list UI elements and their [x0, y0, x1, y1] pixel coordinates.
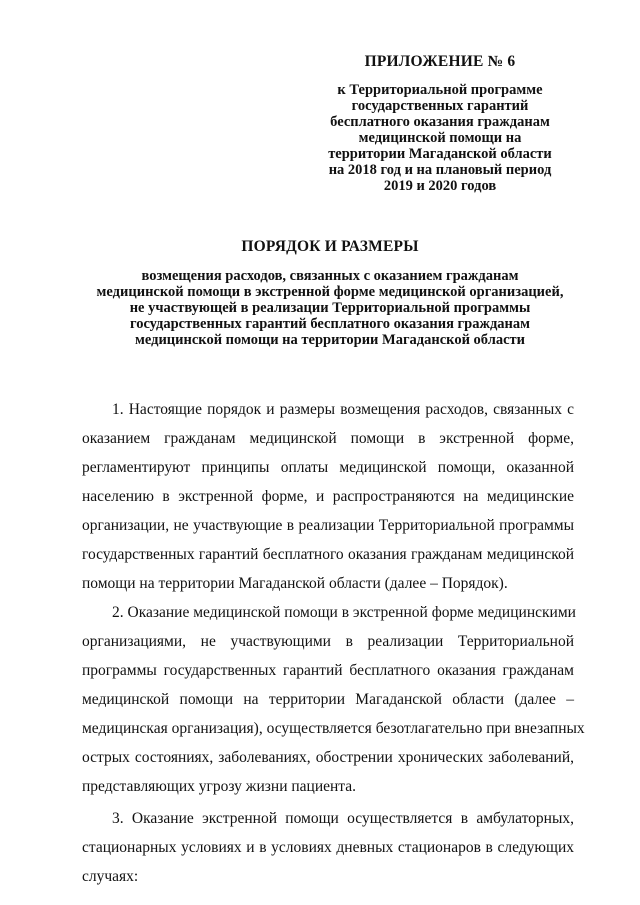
heading-subtitle-line: медицинской помощи на территории Магаданской области: [134, 332, 525, 348]
paragraph-line: 2. Оказание медицинской помощи в экстренной форме медицинскими: [112, 604, 576, 621]
paragraph-line: оказанием гражданам медицинской помощи в экстренной форме,: [82, 430, 574, 447]
heading-subtitle-line: возмещения расходов, связанных с оказанием гражданам: [141, 268, 519, 284]
paragraph-line: государственных гарантий бесплатного оказания гражданам медицинской: [82, 546, 574, 563]
paragraph-line: регламентируют принципы оплаты медицинской помощи, оказанной: [82, 459, 574, 476]
appendix-line: государственных гарантий: [351, 98, 529, 114]
appendix-block: [320, 54, 560, 194]
appendix-title: ПРИЛОЖЕНИЕ № 6: [364, 53, 516, 70]
paragraph-line: населению в экстренной форме, и распространяются на медицинские: [82, 488, 574, 505]
paragraph-line: 3. Оказание экстренной помощи осуществляется в амбулаторных,: [112, 810, 574, 827]
appendix-line: медицинской помощи на: [358, 130, 522, 146]
heading-subtitle-line: государственных гарантий бесплатного оказания гражданам: [129, 316, 531, 332]
paragraph-line: острых состояниях, заболеваниях, обострении хронических заболеваний,: [82, 749, 574, 766]
appendix-line: бесплатного оказания гражданам: [330, 114, 550, 130]
paragraph-line: медицинской помощи на территории Магаданской области (далее –: [82, 691, 574, 708]
paragraph-line: медицинская организация), осуществляется безотлагательно при внезапных: [82, 720, 585, 737]
appendix-line: 2019 и 2020 годов: [383, 178, 497, 194]
paragraph-line: представляющих угрозу жизни пациента.: [82, 778, 357, 795]
paragraph-line: 1. Настоящие порядок и размеры возмещения расходов, связанных с: [112, 401, 574, 418]
paragraph-3: [82, 804, 574, 891]
paragraph-line: программы государственных гарантий бесплатного оказания гражданам: [82, 662, 574, 679]
document-body: [82, 395, 585, 891]
paragraph-line: случаях:: [82, 868, 139, 885]
appendix-line: территории Магаданской области: [328, 146, 552, 162]
paragraph-2: [82, 598, 585, 801]
paragraph-line: организации, не участвующие в реализации Территориальной программы: [82, 517, 574, 534]
appendix-line: на 2018 год и на плановый период: [328, 162, 552, 178]
paragraph-line: организациями, не участвующими в реализации Территориальной: [82, 633, 574, 650]
paragraph-1: [82, 395, 574, 598]
document-heading: [70, 238, 590, 348]
paragraph-line: помощи на территории Магаданской области (далее – Порядок).: [82, 575, 508, 592]
heading-subtitle-line: медицинской помощи в экстренной форме медицинской организацией,: [96, 284, 564, 300]
paragraph-line: стационарных условиях и в условиях дневных стационаров в следующих: [82, 839, 574, 856]
heading-title: ПОРЯДОК И РАЗМЕРЫ: [241, 238, 419, 255]
appendix-line: к Территориальной программе: [337, 82, 543, 98]
heading-subtitle-line: не участвующей в реализации Территориальной программы: [129, 300, 531, 316]
